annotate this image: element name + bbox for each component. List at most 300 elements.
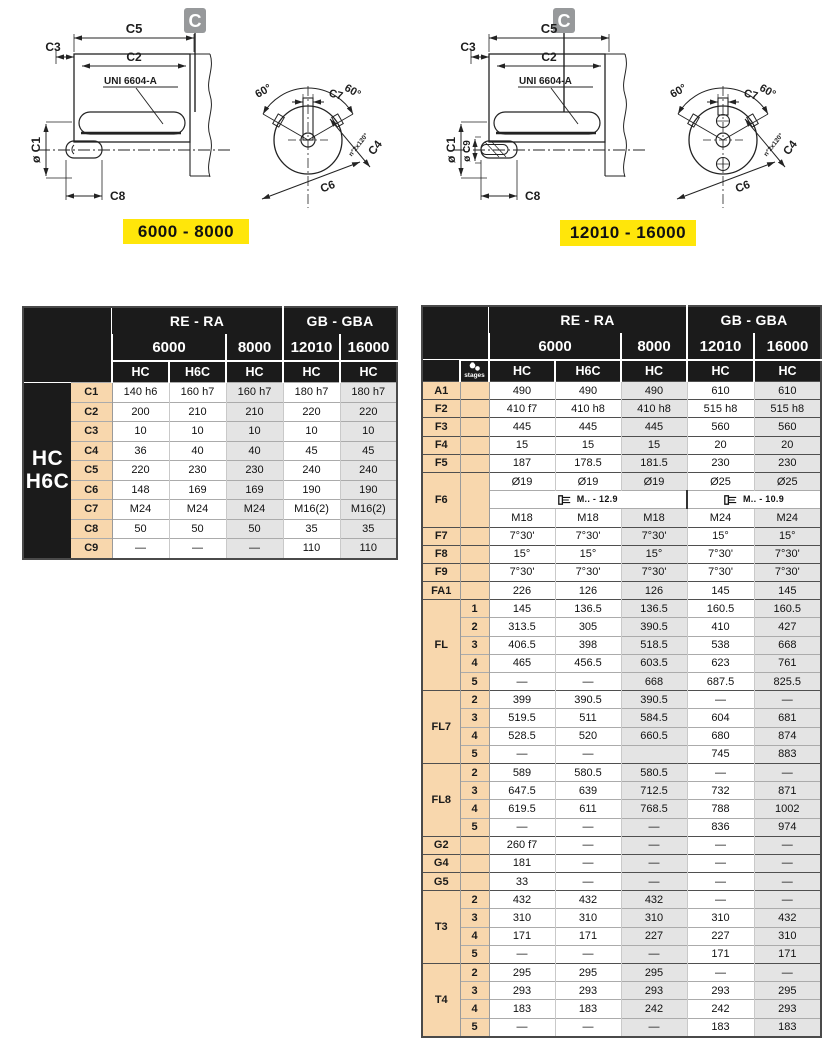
stage-number-empty	[460, 545, 489, 563]
cell: 519.5	[489, 709, 555, 727]
stage-number: 2	[460, 691, 489, 709]
stage-number: 5	[460, 1018, 489, 1037]
col-size-16000: 16000	[754, 333, 821, 360]
cell: 432	[555, 891, 621, 909]
cell: 126	[555, 582, 621, 600]
cell: 490	[555, 382, 621, 400]
row-label-F9: F9	[422, 563, 460, 581]
cell: 169	[169, 480, 226, 500]
row-label-FL: FL	[422, 600, 460, 691]
cell: 538	[687, 636, 754, 654]
cell: 589	[489, 763, 555, 781]
dim-label: 60°	[757, 82, 778, 101]
cell	[621, 745, 687, 763]
cell: —	[621, 873, 687, 891]
cell: —	[687, 964, 754, 982]
col-type: H6C	[555, 360, 621, 382]
side-label-hc-h6c: HC H6C	[23, 383, 71, 559]
cell: —	[621, 836, 687, 854]
stages-label: stages	[464, 372, 485, 380]
dim-label: UNI 6604-A	[519, 76, 572, 87]
cell: 528.5	[489, 727, 555, 745]
cell: 456.5	[555, 654, 621, 672]
stage-number-empty	[460, 418, 489, 436]
cell: 465	[489, 654, 555, 672]
row-label-T4: T4	[422, 964, 460, 1037]
row-label-C1: C1	[71, 383, 112, 403]
cell: —	[489, 1018, 555, 1037]
cell: 687.5	[687, 673, 754, 691]
cell: 974	[754, 818, 821, 836]
cell: 7°30'	[687, 563, 754, 581]
dim-label: C7	[327, 87, 345, 103]
cell: Ø19	[621, 472, 687, 490]
cell: 490	[489, 382, 555, 400]
cell: —	[754, 691, 821, 709]
cell: —	[621, 1018, 687, 1037]
cell: 7°30'	[621, 527, 687, 545]
dim-label: C5	[125, 21, 143, 36]
cell: —	[555, 745, 621, 763]
cell: —	[621, 945, 687, 963]
cell: 732	[687, 782, 754, 800]
cell: 10	[340, 422, 397, 442]
dim-label: 60°	[342, 82, 363, 101]
cell: 45	[283, 441, 340, 461]
cell: 668	[754, 636, 821, 654]
cell: 310	[754, 927, 821, 945]
cell: 40	[169, 441, 226, 461]
cell: 50	[112, 519, 169, 539]
cell: 145	[687, 582, 754, 600]
cell: 230	[169, 461, 226, 481]
cell: 445	[621, 418, 687, 436]
stage-number-empty	[460, 873, 489, 891]
stage-number-empty	[460, 472, 489, 527]
cell: 490	[621, 382, 687, 400]
cell: —	[687, 763, 754, 781]
stage-number: 3	[460, 909, 489, 927]
cell: 619.5	[489, 800, 555, 818]
cell: 190	[340, 480, 397, 500]
table-corner	[23, 307, 112, 383]
cell: 33	[489, 873, 555, 891]
cell: —	[555, 818, 621, 836]
cell: 15	[621, 436, 687, 454]
cell: —	[621, 854, 687, 872]
stage-number: 5	[460, 745, 489, 763]
col-type: H6C	[169, 361, 226, 383]
cell: 230	[754, 454, 821, 472]
bolt-icon	[558, 495, 571, 505]
cell: —	[754, 836, 821, 854]
row-label-F6: F6	[422, 472, 460, 527]
row-label-C8: C8	[71, 519, 112, 539]
cell: —	[555, 854, 621, 872]
cell: 183	[489, 1000, 555, 1018]
cell: 7°30'	[754, 563, 821, 581]
cell: 410 h8	[621, 400, 687, 418]
row-label-C9: C9	[71, 539, 112, 559]
cell: 390.5	[555, 691, 621, 709]
cell: 230	[226, 461, 283, 481]
cell: 788	[687, 800, 754, 818]
cell: 171	[687, 945, 754, 963]
col-size-6000: 6000	[112, 334, 226, 361]
col-size-12010: 12010	[283, 334, 340, 361]
cell: 15	[489, 436, 555, 454]
cell: 160 h7	[226, 383, 283, 403]
cell: 518.5	[621, 636, 687, 654]
cell: 171	[754, 945, 821, 963]
cell: M16(2)	[283, 500, 340, 520]
cell: 445	[555, 418, 621, 436]
cell: 180 h7	[283, 383, 340, 403]
technical-drawing-12010-16000	[423, 0, 823, 223]
cell: 145	[754, 582, 821, 600]
stage-number: 2	[460, 964, 489, 982]
cell: 680	[687, 727, 754, 745]
cell: 427	[754, 618, 821, 636]
cell: —	[754, 891, 821, 909]
row-label-C4: C4	[71, 441, 112, 461]
cell: 15°	[555, 545, 621, 563]
row-label-F4: F4	[422, 436, 460, 454]
cell: —	[687, 836, 754, 854]
cell: 611	[555, 800, 621, 818]
cell: —	[555, 945, 621, 963]
cell: 50	[169, 519, 226, 539]
row-label-C2: C2	[71, 402, 112, 422]
cell: 15	[555, 436, 621, 454]
cell: 15°	[621, 545, 687, 563]
col-size-6000: 6000	[489, 333, 621, 360]
cell: 183	[754, 1018, 821, 1037]
cell: 580.5	[621, 763, 687, 781]
dim-label: C2	[126, 50, 142, 64]
cell: 399	[489, 691, 555, 709]
dim-label: n°2x120°	[347, 132, 370, 158]
cell: 310	[489, 909, 555, 927]
cell: 406.5	[489, 636, 555, 654]
row-label-F8: F8	[422, 545, 460, 563]
cell: M24	[687, 509, 754, 527]
stage-number-empty	[460, 854, 489, 872]
cell: —	[555, 873, 621, 891]
cell: 668	[621, 673, 687, 691]
cell: 432	[754, 909, 821, 927]
bolt-class-note-left: M.. - 12.9	[489, 491, 687, 509]
stage-number: 3	[460, 709, 489, 727]
cell: M24	[112, 500, 169, 520]
cell: 227	[621, 927, 687, 945]
cell: 190	[283, 480, 340, 500]
col-group-gb-gba: GB - GBA	[283, 307, 397, 334]
cell: 10	[283, 422, 340, 442]
cell: 410 f7	[489, 400, 555, 418]
cell: 181.5	[621, 454, 687, 472]
cell: 310	[621, 909, 687, 927]
stage-number: 1	[460, 600, 489, 618]
table-corner	[422, 306, 489, 360]
cell: 295	[621, 964, 687, 982]
stage-number: 5	[460, 818, 489, 836]
cell: 604	[687, 709, 754, 727]
cell: —	[112, 539, 169, 559]
stage-number: 2	[460, 618, 489, 636]
row-label-T3: T3	[422, 891, 460, 964]
cell: 398	[555, 636, 621, 654]
cell: 520	[555, 727, 621, 745]
row-label-G4: G4	[422, 854, 460, 872]
cell: 511	[555, 709, 621, 727]
cell: 183	[687, 1018, 754, 1037]
drawing-caption-12010-16000: 12010 - 16000	[560, 220, 696, 246]
cell: 584.5	[621, 709, 687, 727]
cell: Ø25	[687, 472, 754, 490]
stage-number: 3	[460, 782, 489, 800]
row-label-FL8: FL8	[422, 763, 460, 836]
cell: 148	[112, 480, 169, 500]
dim-label: C4	[781, 138, 800, 158]
cell: 226	[489, 582, 555, 600]
cell: 35	[283, 519, 340, 539]
cell: —	[754, 763, 821, 781]
cell: —	[754, 964, 821, 982]
cell: —	[489, 673, 555, 691]
dim-label: ø C9	[462, 140, 473, 162]
cell: 1002	[754, 800, 821, 818]
technical-drawing-6000-8000	[8, 0, 408, 223]
row-label-G2: G2	[422, 836, 460, 854]
col-type: HC	[754, 360, 821, 382]
cell: —	[687, 691, 754, 709]
dimensions-table-hc-h6c	[22, 306, 398, 560]
cell: 50	[226, 519, 283, 539]
cell: 210	[169, 402, 226, 422]
cell: Ø25	[754, 472, 821, 490]
stage-number: 5	[460, 945, 489, 963]
dim-label: ø C1	[29, 136, 43, 164]
cell: —	[226, 539, 283, 559]
cell: 639	[555, 782, 621, 800]
section-badge-letter: C	[557, 11, 571, 31]
cell: 169	[226, 480, 283, 500]
cell: 7°30'	[555, 527, 621, 545]
stage-number: 2	[460, 891, 489, 909]
cell: —	[489, 745, 555, 763]
cell: 410	[687, 618, 754, 636]
cell: 15°	[754, 527, 821, 545]
col-type: HC	[112, 361, 169, 383]
cell: 432	[489, 891, 555, 909]
cell: 825.5	[754, 673, 821, 691]
dim-label: C6	[733, 178, 752, 196]
stage-number: 4	[460, 654, 489, 672]
cell: 240	[340, 461, 397, 481]
stage-number-empty	[460, 527, 489, 545]
cell: 768.5	[621, 800, 687, 818]
cell: 242	[621, 1000, 687, 1018]
row-label-C7: C7	[71, 500, 112, 520]
cell: 745	[687, 745, 754, 763]
cell: 260 f7	[489, 836, 555, 854]
cell: 310	[555, 909, 621, 927]
cell: 660.5	[621, 727, 687, 745]
col-group-re-ra: RE - RA	[112, 307, 283, 334]
cell: 293	[555, 982, 621, 1000]
cell: 220	[283, 402, 340, 422]
stage-number-empty	[460, 836, 489, 854]
cell: —	[687, 854, 754, 872]
cell: 110	[283, 539, 340, 559]
cell: 183	[555, 1000, 621, 1018]
cell: 160 h7	[169, 383, 226, 403]
dim-label: 60°	[253, 82, 274, 101]
row-label-F2: F2	[422, 400, 460, 418]
row-label-C6: C6	[71, 480, 112, 500]
col-type: HC	[489, 360, 555, 382]
cell: 7°30'	[754, 545, 821, 563]
cell: —	[687, 891, 754, 909]
stage-number: 4	[460, 1000, 489, 1018]
col-group-gb-gba: GB - GBA	[687, 306, 821, 333]
cell: 580.5	[555, 763, 621, 781]
stage-number-empty	[460, 454, 489, 472]
cell: 293	[489, 982, 555, 1000]
cell: 610	[754, 382, 821, 400]
cell: 220	[112, 461, 169, 481]
cell: M18	[555, 509, 621, 527]
cell: 10	[169, 422, 226, 442]
cell: 310	[687, 909, 754, 927]
dim-label: C8	[110, 189, 126, 203]
cell: M24	[226, 500, 283, 520]
row-label-FL7: FL7	[422, 691, 460, 764]
drawing-svg	[8, 0, 408, 218]
section-badge-letter: C	[188, 11, 202, 31]
cell: 293	[754, 1000, 821, 1018]
cell: 110	[340, 539, 397, 559]
cell: 681	[754, 709, 821, 727]
dim-label: C8	[525, 189, 541, 203]
col-size-8000: 8000	[621, 333, 687, 360]
cell: 313.5	[489, 618, 555, 636]
bolt-class-note-right: M.. - 10.9	[687, 491, 821, 509]
cell: —	[754, 854, 821, 872]
stage-number: 4	[460, 927, 489, 945]
cell: 515 h8	[687, 400, 754, 418]
cell: 515 h8	[754, 400, 821, 418]
row-label-FA1: FA1	[422, 582, 460, 600]
cell: 20	[754, 436, 821, 454]
drawing-caption-6000-8000: 6000 - 8000	[123, 219, 249, 244]
row-label-A1: A1	[422, 382, 460, 400]
dim-label: 60°	[668, 82, 689, 101]
cell: 210	[226, 402, 283, 422]
cell: 220	[340, 402, 397, 422]
cell: 126	[621, 582, 687, 600]
cell: 160.5	[687, 600, 754, 618]
cell: 15°	[687, 527, 754, 545]
dim-label: C7	[742, 87, 760, 103]
dim-label: C4	[366, 138, 385, 158]
cell: 410 h8	[555, 400, 621, 418]
cell: Ø19	[489, 472, 555, 490]
cell: 140 h6	[112, 383, 169, 403]
cell: 45	[340, 441, 397, 461]
bolt-icon	[724, 495, 737, 505]
cell: —	[555, 1018, 621, 1037]
row-label-G5: G5	[422, 873, 460, 891]
cell: 883	[754, 745, 821, 763]
dim-label: C2	[541, 50, 557, 64]
dim-label: UNI 6604-A	[104, 76, 157, 87]
cell: 295	[754, 982, 821, 1000]
stage-number: 4	[460, 800, 489, 818]
cell: 560	[754, 418, 821, 436]
cell: 390.5	[621, 691, 687, 709]
cell: 871	[754, 782, 821, 800]
cell: 136.5	[621, 600, 687, 618]
cell: —	[555, 836, 621, 854]
cell: M24	[754, 509, 821, 527]
cell: M24	[169, 500, 226, 520]
stages-icon	[468, 362, 482, 372]
dim-label: C3	[460, 40, 476, 54]
cell: 230	[687, 454, 754, 472]
cell: —	[621, 818, 687, 836]
stage-number-empty	[460, 436, 489, 454]
cell: 240	[283, 461, 340, 481]
cell: 171	[489, 927, 555, 945]
cell: 7°30'	[489, 563, 555, 581]
dim-label: C6	[318, 178, 337, 196]
cell: 836	[687, 818, 754, 836]
dim-label: n°2x120°	[762, 132, 785, 158]
cell: 10	[226, 422, 283, 442]
cell: 390.5	[621, 618, 687, 636]
cell: Ø19	[555, 472, 621, 490]
cell: 171	[555, 927, 621, 945]
col-group-re-ra: RE - RA	[489, 306, 687, 333]
cell: —	[489, 818, 555, 836]
dim-label: C3	[45, 40, 61, 54]
cell: 560	[687, 418, 754, 436]
cell: 145	[489, 600, 555, 618]
row-label-C3: C3	[71, 422, 112, 442]
col-size-8000: 8000	[226, 334, 283, 361]
cell: 293	[687, 982, 754, 1000]
cell: 160.5	[754, 600, 821, 618]
cell: 712.5	[621, 782, 687, 800]
col-size-12010: 12010	[687, 333, 754, 360]
header-filler	[422, 360, 460, 382]
dim-label: ø C1	[444, 136, 458, 164]
cell: 242	[687, 1000, 754, 1018]
cell: 178.5	[555, 454, 621, 472]
cell: 180 h7	[340, 383, 397, 403]
stage-number: 4	[460, 727, 489, 745]
cell: —	[687, 873, 754, 891]
cell: 761	[754, 654, 821, 672]
stages-header	[460, 360, 489, 382]
cell: —	[489, 945, 555, 963]
cell: 10	[112, 422, 169, 442]
col-type: HC	[621, 360, 687, 382]
cell: 15°	[489, 545, 555, 563]
cell: 181	[489, 854, 555, 872]
